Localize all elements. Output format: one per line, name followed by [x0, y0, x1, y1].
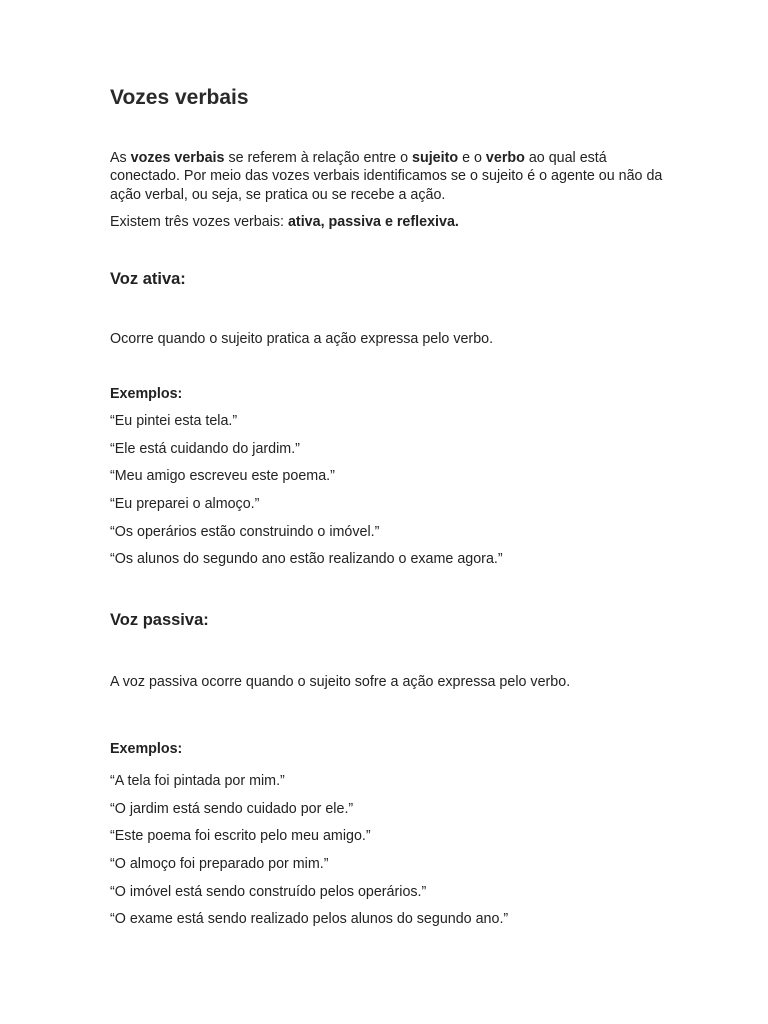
- example-item: “O jardim está sendo cuidado por ele.”: [110, 800, 354, 817]
- examples-label: Exemplos:: [110, 741, 183, 757]
- example-item: “Eu pintei esta tela.”: [110, 413, 238, 429]
- example-item: “Os operários estão construindo o imóvel.”: [110, 523, 380, 540]
- examples-list: [110, 772, 508, 938]
- intro-bold-term: vozes verbais: [130, 150, 225, 166]
- example-item: “O imóvel está sendo construído pelos operários.”: [110, 883, 427, 900]
- voices-summary-text: Existem três vozes verbais:: [110, 214, 288, 230]
- intro-text: se referem à relação entre o: [224, 150, 413, 166]
- example-item: “O exame está sendo realizado pelos alunos do segundo ano.”: [110, 911, 509, 928]
- intro-text: e o: [458, 150, 486, 166]
- example-item: “Eu preparei o almoço.”: [110, 496, 260, 513]
- section-description: A voz passiva ocorre quando o sujeito sofre a ação expressa pelo verbo.: [110, 674, 571, 690]
- voices-summary-list: ativa, passiva e reflexiva.: [287, 214, 459, 230]
- section-heading-voz-passiva: Voz passiva:: [110, 611, 209, 629]
- examples-label: Exemplos:: [110, 386, 183, 402]
- page-title: Vozes verbais: [110, 86, 249, 109]
- intro-text: ao qual está conectado. Por meio das vozes verbais identificamos se o sujeito é o agente ou não da ação verbal, ou seja, se pratica ou se recebe a ação.: [110, 150, 663, 203]
- example-item: “O almoço foi preparado por mim.”: [110, 856, 329, 873]
- intro-bold-term: sujeito: [412, 150, 459, 166]
- intro-text: As: [110, 150, 131, 166]
- example-item: “A tela foi pintada por mim.”: [110, 773, 285, 789]
- example-item: “Os alunos do segundo ano estão realizando o exame agora.”: [110, 551, 503, 568]
- section-heading-voz-ativa: Voz ativa:: [110, 270, 186, 288]
- example-item: “Este poema foi escrito pelo meu amigo.”: [110, 828, 371, 845]
- example-item: “Ele está cuidando do jardim.”: [110, 440, 300, 457]
- intro-bold-term: verbo: [485, 150, 525, 166]
- examples-list: [110, 412, 503, 578]
- section-description: Ocorre quando o sujeito pratica a ação expressa pelo verbo.: [110, 331, 494, 347]
- intro-paragraph: [110, 149, 670, 204]
- example-item: “Meu amigo escreveu este poema.”: [110, 468, 335, 485]
- voices-summary: [110, 213, 459, 231]
